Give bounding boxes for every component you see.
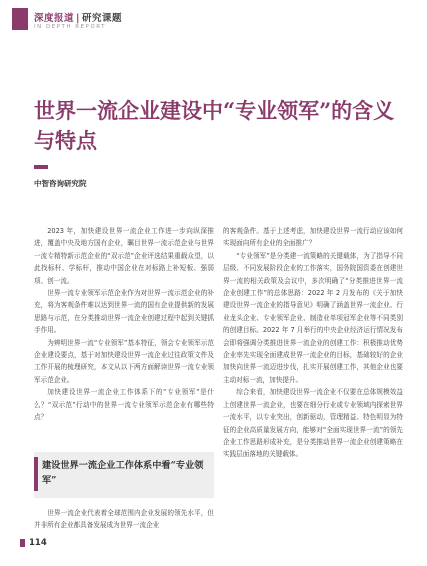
paragraph: 世界一流专业领军示范企业作为对世界一流示范企业的补充，将为客观条件难以达到世界一流的国有企业提供新的发展思路与示范，在分类推动世界一流企业创建过程中起到关键抓手作用。 (34, 289, 214, 335)
header-english-label: IN DEPTH REPORT (34, 24, 106, 30)
paragraph: “专业领军”是分类建一流策略的关键载体，为了指导不同层级、不同发展阶段企业的工作落实，国务院国资委在创建世界一流的相关政策及会议中，多次明确了“分类推进世界一流企业创建工作”的总体思路：2022 年 2 月发布的《关于加快建设世界一流企业的指导意见》明确了涵盖世界一流企业、行业龙头企业、专业领军企业、制造业单项冠军企业等不同类别的创建目标。2022 年 7 月举行的中央企业经济运行情况发布会即将强调分类推进世界一流企业的创建工作：积极推动优势企业率先实现全面建成世界一流企业的目标，基础较好的企业加快向世界一流迈进步伐，扎实开展创建工作，其他企业也要主动对标一流，加快提升。 (223, 251, 403, 384)
header-separator: | (76, 13, 80, 24)
section-heading: 建设世界一流企业工作体系中看“专业领军” (42, 460, 204, 486)
article-author: 中智咨询研究院 (34, 179, 87, 188)
header-section: 深度报道 (34, 13, 75, 24)
left-column (34, 225, 214, 424)
paragraph: 的客观条件。基于上述考虑，加快建设世界一流行动应该如何实现面向所有企业的全面推广？ (223, 227, 403, 248)
section-heading-marker (34, 457, 38, 491)
header-subsection: 研究课题 (82, 13, 123, 24)
page-number: 114 (29, 538, 47, 548)
header-section-title (34, 10, 122, 24)
article-title: 世界一流企业建设中“专业领军”的含义与特点 (34, 98, 395, 153)
left-column-continued (34, 507, 214, 532)
page-number-marker (20, 539, 25, 547)
right-column (223, 225, 403, 461)
paragraph: 综合来看，加快建设世界一流企业不仅要在总体规模效益上创建世界一流企业，也要在细分行业或专业领域内探索世界一流水平，以专业突出，创新驱动，管理精益、特色明显为特征的企业高质量发展方向，能够对“全面实现世界一流”的领先企业工作思路形成补充，是分类推动世界一流企业创建策略在实践层面落地的关键载体。 (223, 388, 403, 459)
paragraph: 2023 年，加快建设世界一流企业工作进一步向纵深推进，覆盖中央及地方国有企业，瞩目世界一流示范企业与世界一流专精特新示范企业的“双示范”企业评选结果重载众望，以此找标杆、学标杆，推动中国企业在对标路上补短板、强弱项、创一流。 (34, 227, 214, 285)
paragraph: 为辨明世界一流“专业领军”基本特征，领会专业领军示范企业建设要点，基于对加快建设世界一流企业过往政策文件及工作开展的梳理研究，本文从以下两方面解读世界一流专业领军示范企业。 (34, 338, 214, 384)
header-accent-block (12, 8, 28, 30)
title-accent-bar (34, 165, 48, 169)
paragraph: 世界一流企业代表着全球范围内企业发展的领先水平，但并非所有企业都具备发展成为世界一流企业 (34, 509, 214, 530)
paragraph: 加快建设世界一流企业工作体系下的“专业领军”是什么？“双示范”行动中的世界一流专业领军示范企业有哪些特点？ (34, 388, 214, 422)
